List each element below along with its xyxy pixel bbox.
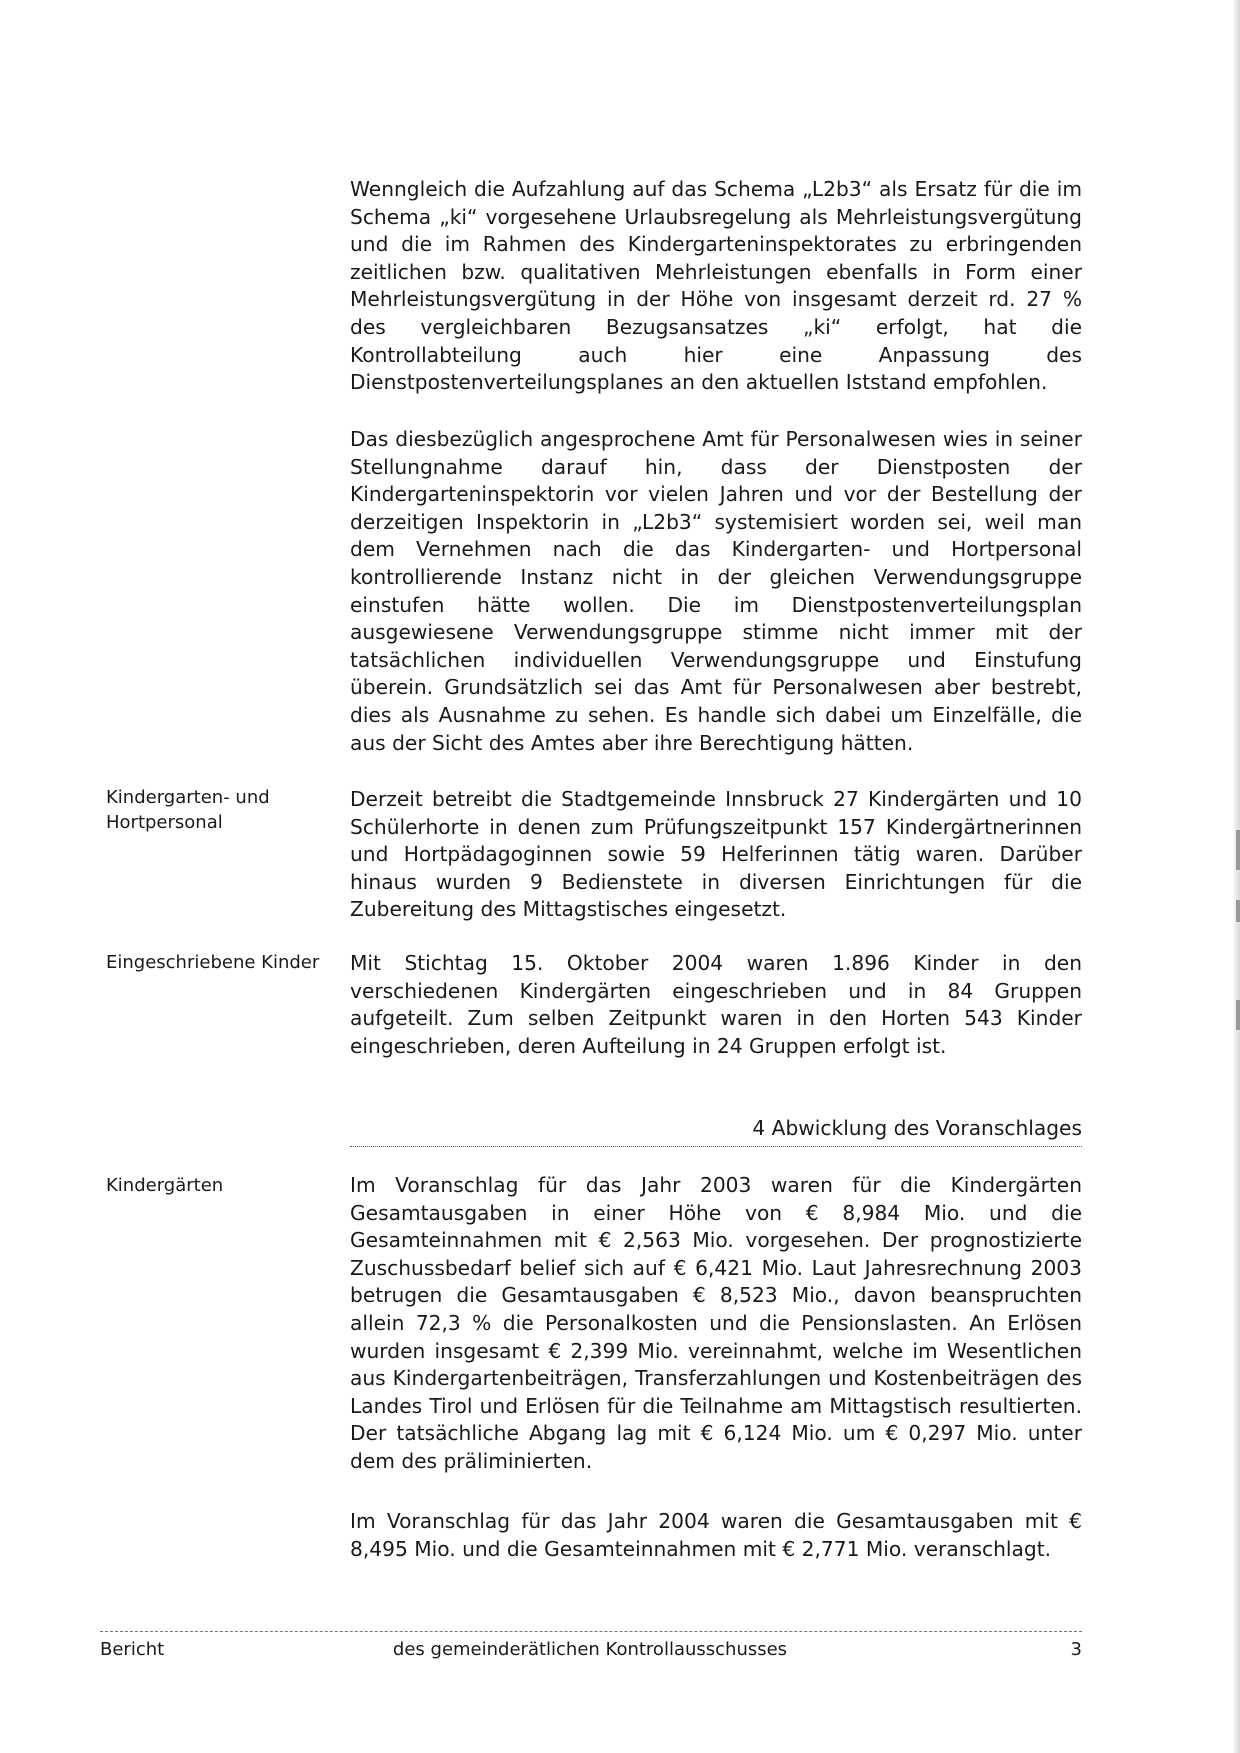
paragraph-personal — [350, 786, 1082, 924]
section-heading: 4 Abwicklung des Voranschlages — [350, 1114, 1082, 1147]
scan-edge — [1234, 0, 1240, 1753]
paragraph-voranschlag-2004 — [350, 1508, 1082, 1563]
footer-center: des gemeinderätlichen Kontrollausschusses — [392, 1639, 788, 1660]
paragraph-text: Mit Stichtag 15. Oktober 2004 waren 1.896 Kinder in den verschiedenen Kindergärten eingeschrieben und in 84 Gruppen aufgeteilt. Zum selben Zeitpunkt waren in den Horten 543 Kinder eingeschrieben, deren Aufteilung in 24 Gruppen erfolgt ist. — [350, 951, 1082, 1058]
footer-divider — [100, 1631, 1082, 1632]
margin-label-line: Kindergarten- und — [106, 787, 270, 808]
footer-left: Bericht — [100, 1639, 165, 1660]
paragraph-voranschlag-2003 — [350, 1172, 1082, 1476]
scan-mark — [1236, 1000, 1240, 1030]
scan-mark — [1236, 900, 1240, 922]
margin-label-kindergaerten — [106, 1173, 336, 1198]
margin-label-line: Kindergärten — [106, 1175, 224, 1196]
paragraph-text: Im Voranschlag für das Jahr 2003 waren für die Kindergärten Gesamtausgaben in einer Höhe von € 8,984 Mio. und die Gesamteinnahmen mit € 2,563 Mio. vorgesehen. Der prognostizierte Zuschussbedarf belief sich auf € 6,421 Mio. Laut Jahresrechnung 2003 betrugen die Gesamtausgaben € 8,523 Mio., davon beanspruchten allein 72,3 % die Personalkosten und die Pensionslasten. An Erlösen wurden insgesamt € 2,399 Mio. vereinnahmt, welche im Wesentlichen aus Kindergartenbeiträgen, Transferzahlungen und Kostenbeiträgen des Landes Tirol und Erlösen für die Teilnahme am Mittagstisch resultierten. Der tatsächliche Abgang lag mit € 6,124 Mio. um € 0,297 Mio. unter dem des präliminierten. — [350, 1173, 1082, 1473]
scan-mark — [1236, 830, 1240, 870]
paragraph-l2b3-zulage — [350, 176, 1082, 397]
paragraph-text: Wenngleich die Aufzahlung auf das Schema „L2b3“ als Ersatz für die im Schema „ki“ vorgesehene Urlaubsregelung als Mehrleistungsvergütung und die im Rahmen des Kindergarteninspektorates zu erbringenden zeitlichen bzw. qualitativen Mehrleistungen ebenfalls in Form einer Mehrleistungsvergütung in der Höhe von insgesamt derzeit rd. 27 % des vergleichbaren Bezugsansatzes „ki“ erfolgt, hat die Kontrollabteilung auch hier eine Anpassung des Dienstpostenverteilungsplanes an den aktuellen Iststand empfohlen. — [350, 177, 1082, 395]
margin-label-line: Eingeschriebene Kinder — [106, 952, 320, 973]
paragraph-stellungnahme — [350, 426, 1082, 757]
margin-label-personal — [106, 785, 336, 835]
page-number: 3 — [1070, 1639, 1082, 1660]
margin-label-kinder — [106, 950, 336, 975]
paragraph-kinder — [350, 950, 1082, 1060]
paragraph-text: Das diesbezüglich angesprochene Amt für Personalwesen wies in seiner Stellungnahme darauf hin, dass der Dienstposten der Kindergarteninspektorin vor vielen Jahren und vor der Bestellung der derzeitigen Inspektorin in „L2b3“ systemisiert worden sei, weil man dem Vernehmen nach die das Kindergarten- und Hortpersonal kontrollierende Instanz nicht in der gleichen Verwendungsgruppe einstufen hätte wollen. Die im Dienstpostenverteilungsplan ausgewiesene Verwendungsgruppe stimme nicht immer mit der tatsächlichen individuellen Verwendungsgruppe und Einstufung überein. Grundsätzlich sei das Amt für Personalwesen aber bestrebt, dies als Ausnahme zu sehen. Es handle sich dabei um Einzelfälle, die aus der Sicht des Amtes aber ihre Berechtigung hätten. — [350, 427, 1082, 755]
margin-label-line: Hortpersonal — [106, 812, 223, 833]
paragraph-text: Derzeit betreibt die Stadtgemeinde Innsbruck 27 Kindergärten und 10 Schülerhorte in denen zum Prüfungszeitpunkt 157 Kindergärtnerinnen und Hortpädagoginnen sowie 59 Helferinnen tätig waren. Darüber hinaus wurden 9 Bedienstete in diversen Einrichtungen für die Zubereitung des Mittagstisches eingesetzt. — [350, 787, 1082, 922]
paragraph-text: Im Voranschlag für das Jahr 2004 waren die Gesamtausgaben mit € 8,495 Mio. und die Gesamteinnahmen mit € 2,771 Mio. veranschlagt. — [350, 1509, 1082, 1561]
